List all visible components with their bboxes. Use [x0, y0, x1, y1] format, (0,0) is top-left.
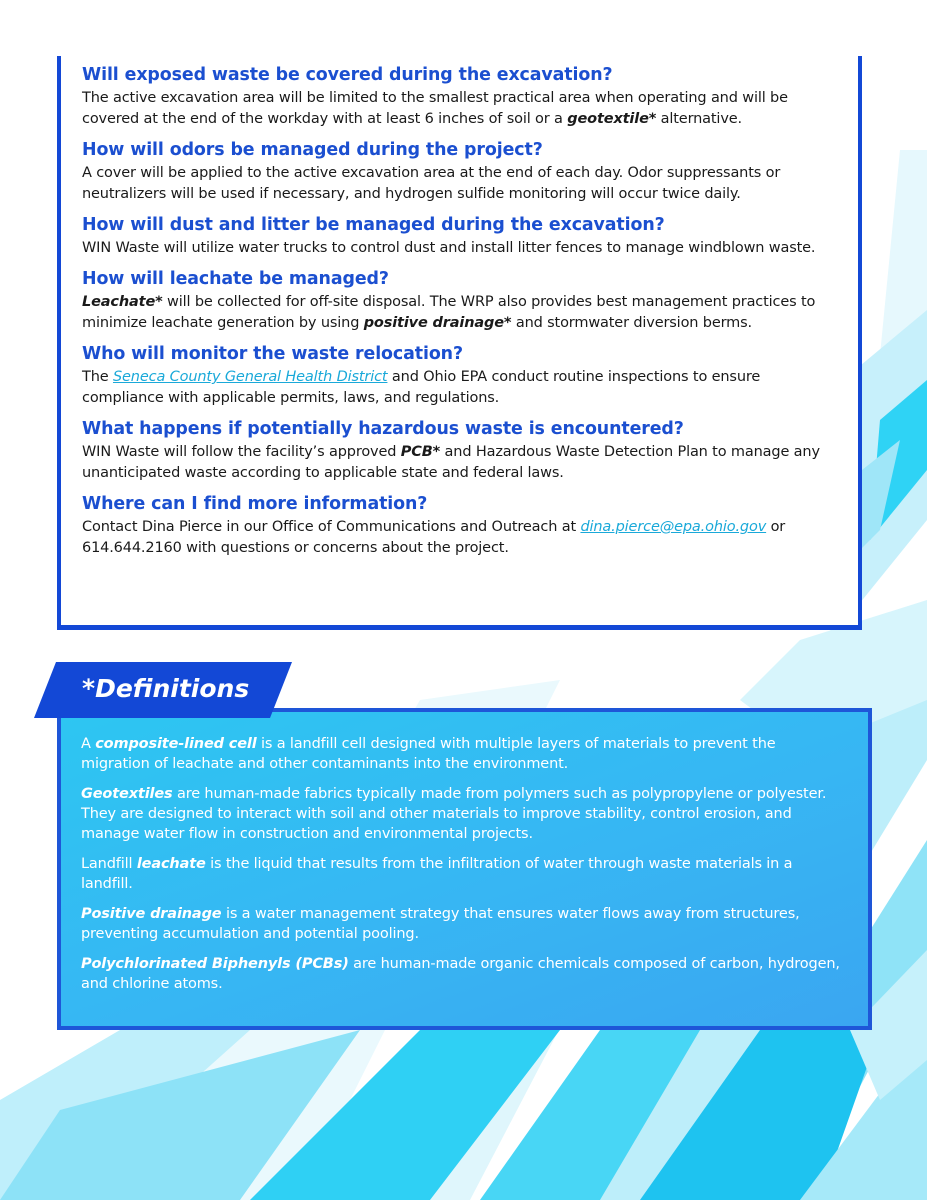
faq-item	[82, 139, 842, 205]
faq-answer: A cover will be applied to the active excavation area at the end of each day. Odor suppressants or neutralizers will be used if necessary, and hydrogen sulfide monitoring will occur twice daily.	[82, 165, 781, 202]
email-link[interactable]: dina.pierce@epa.ohio.gov	[580, 519, 767, 535]
faq-question: How will leachate be managed?	[82, 269, 389, 289]
faq-question: How will dust and litter be managed during the excavation?	[82, 215, 665, 235]
definitions-box	[57, 708, 872, 1030]
definition-item: Landfill leachate is the liquid that results from the infiltration of water through waste materials in a landfill.	[81, 856, 793, 892]
faq-answer: WIN Waste will follow the facility’s approved PCB* and Hazardous Waste Detection Plan to manage any unanticipated waste according to applicable state and federal laws.	[82, 444, 820, 481]
faq-answer: WIN Waste will utilize water trucks to control dust and install litter fences to manage windblown waste.	[82, 240, 816, 256]
faq-question: What happens if potentially hazardous waste is encountered?	[82, 419, 684, 439]
faq-answer: Leachate* will be collected for off-site disposal. The WRP also provides best management practices to minimize leachate generation by using positive drainage* and stormwater diversion berms.	[82, 294, 816, 331]
health-district-link[interactable]: Seneca County General Health District	[112, 369, 388, 385]
definitions-banner	[34, 662, 292, 718]
definition-item: Positive drainage is a water management strategy that ensures water flows away from structures, preventing accumulation and potential pooling.	[81, 906, 800, 942]
definition-item: A composite-lined cell is a landfill cell designed with multiple layers of materials to prevent the migration of leachate and other contaminants into the environment.	[81, 736, 776, 772]
faq-item	[82, 214, 842, 259]
faq-answer: Contact Dina Pierce in our Office of Communications and Outreach at dina.pierce@epa.ohio.gov or 614.644.2160 with questions or concerns about the project.	[82, 519, 786, 556]
faq-box	[57, 56, 862, 630]
faq-item	[82, 343, 842, 409]
definitions-title: *Definitions	[82, 674, 250, 703]
definition-item: Geotextiles are human-made fabrics typically made from polymers such as polypropylene or polyester. They are designed to interact with soil and other materials to improve stability, control erosion, and manage water flow in construction and environmental projects.	[81, 786, 827, 842]
faq-question: Will exposed waste be covered during the excavation?	[82, 65, 613, 85]
faq-answer: The Seneca County General Health District and Ohio EPA conduct routine inspections to ensure compliance with applicable permits, laws, and regulations.	[82, 369, 761, 406]
faq-item	[82, 493, 842, 559]
faq-item	[82, 268, 842, 334]
faq-question: How will odors be managed during the project?	[82, 140, 543, 160]
faq-question: Who will monitor the waste relocation?	[82, 344, 463, 364]
definition-item: Polychlorinated Biphenyls (PCBs) are human-made organic chemicals composed of carbon, hydrogen, and chlorine atoms.	[81, 956, 840, 992]
faq-item	[82, 64, 842, 130]
faq-answer: The active excavation area will be limited to the smallest practical area when operating and will be covered at the end of the workday with at least 6 inches of soil or a geotextile* alternative.	[82, 90, 788, 127]
faq-question: Where can I find more information?	[82, 494, 428, 514]
faq-item	[82, 418, 842, 484]
